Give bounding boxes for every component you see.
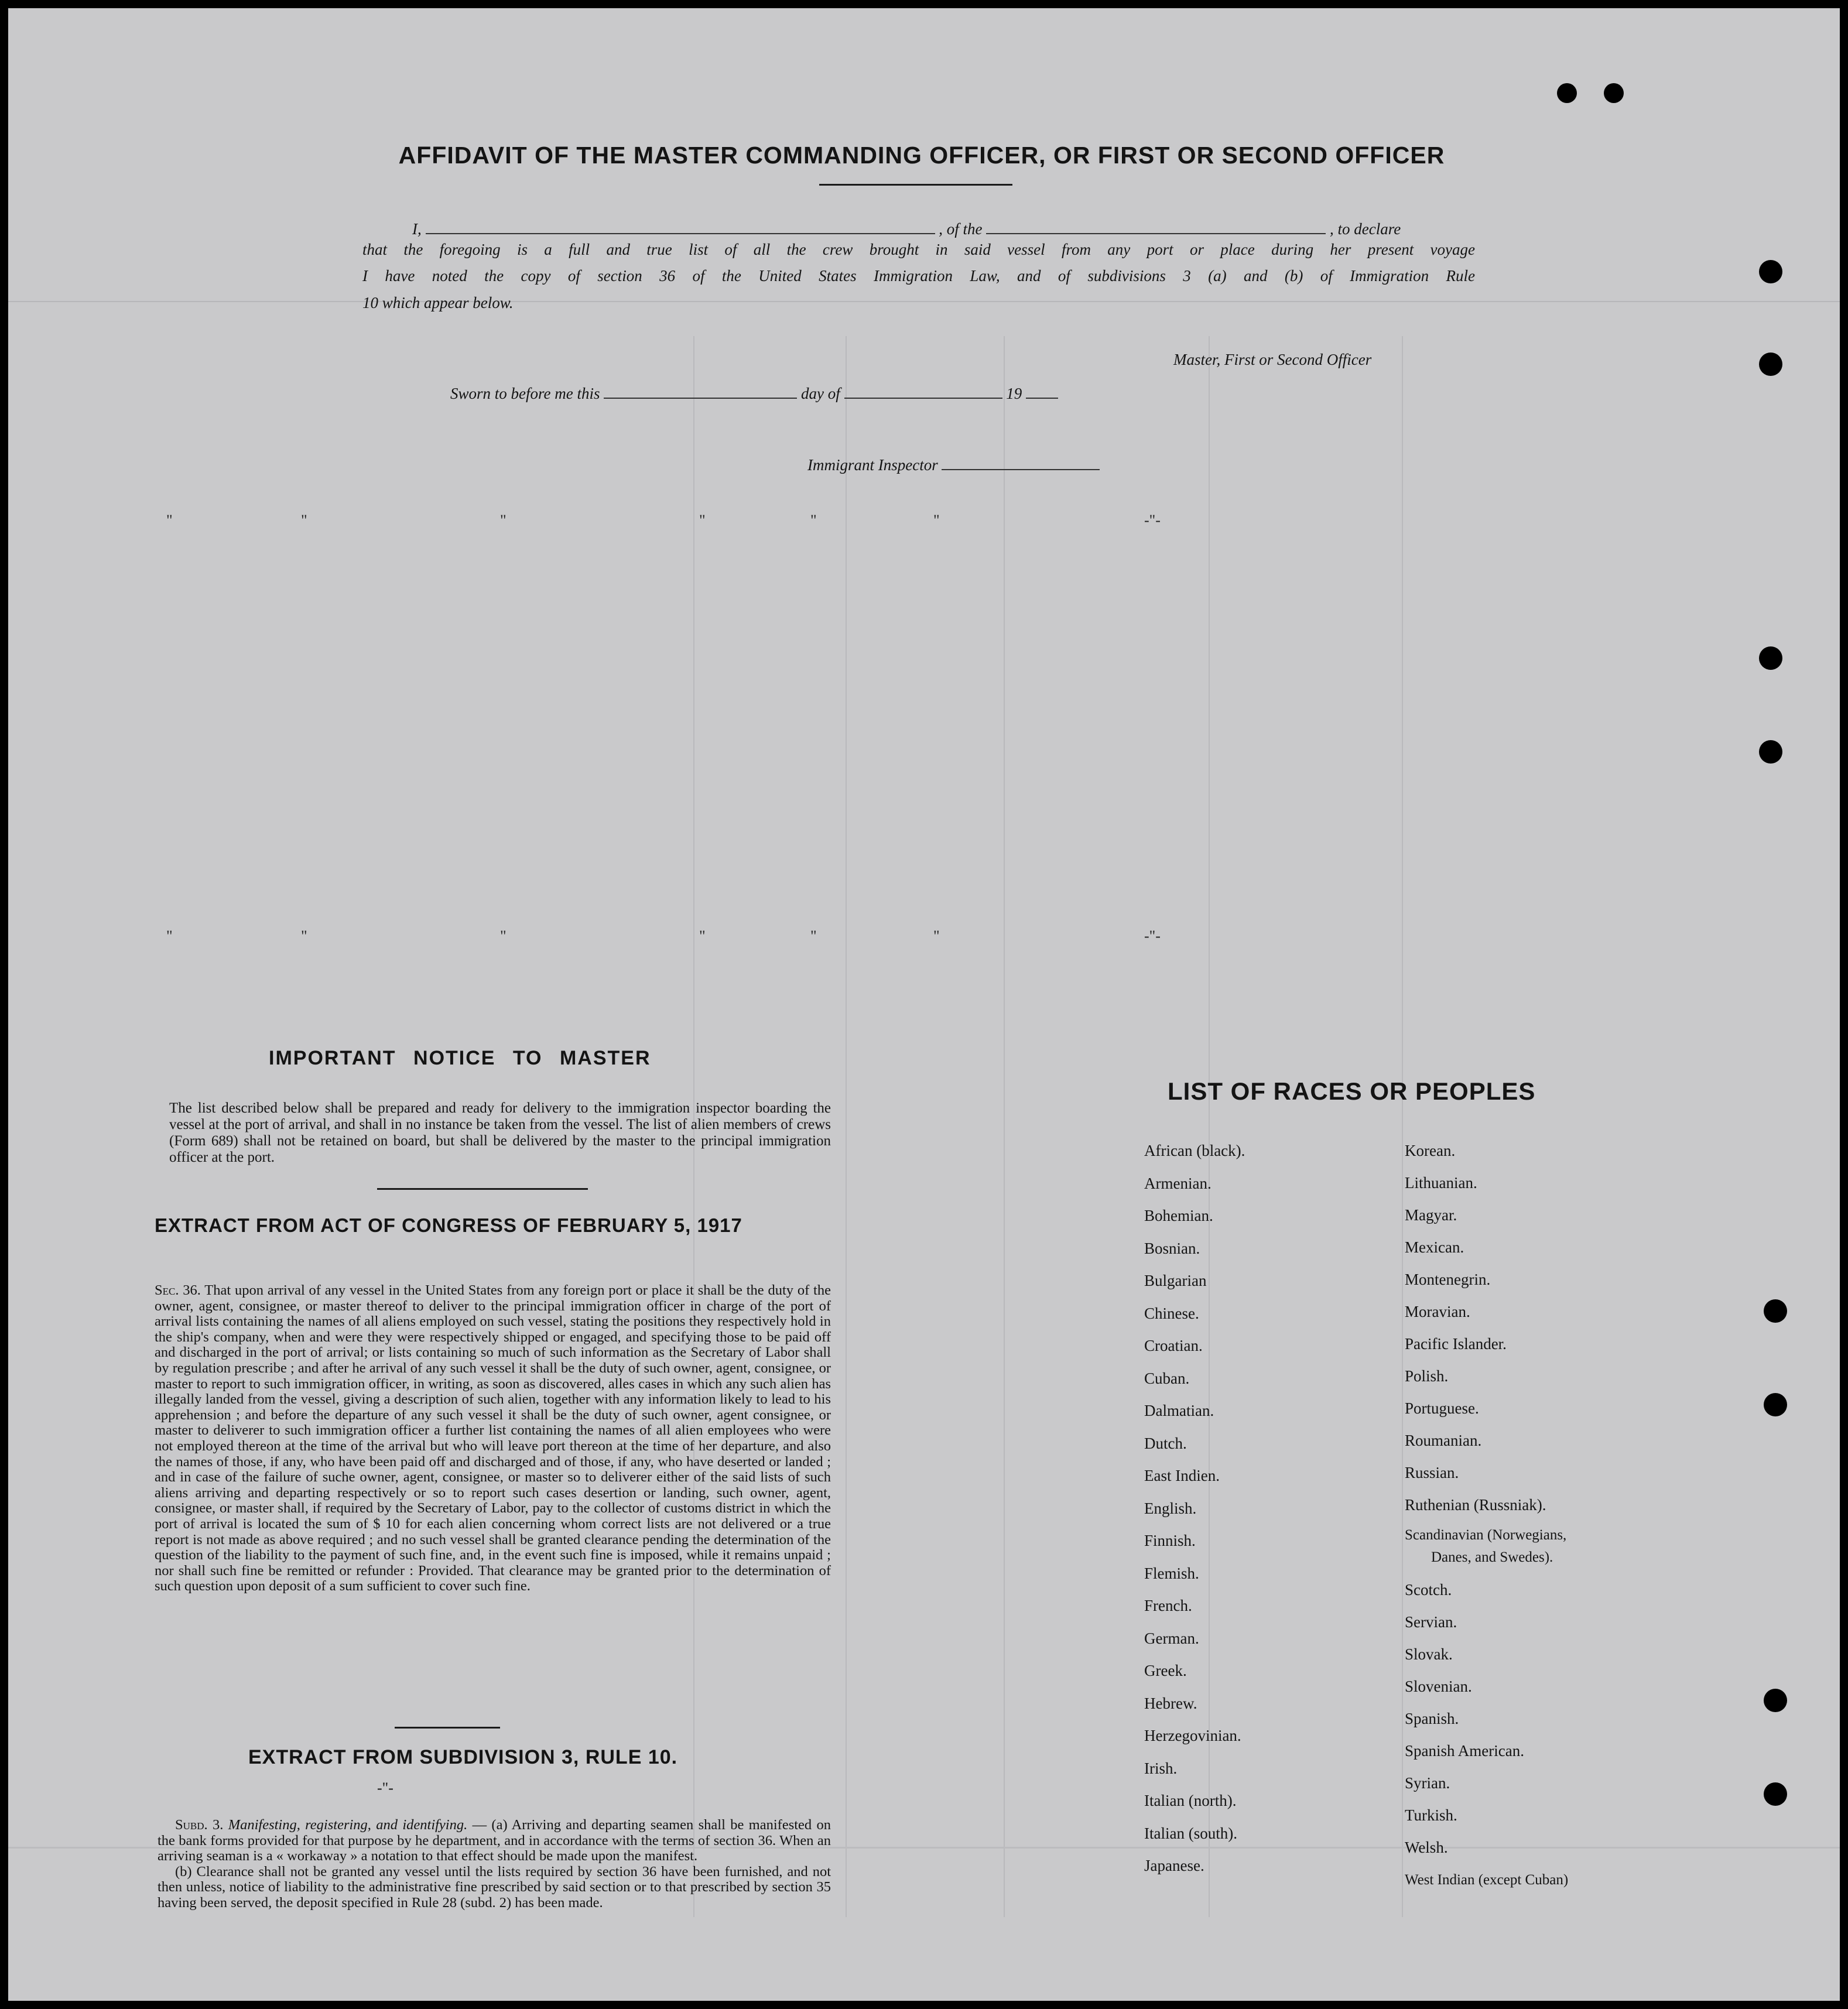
- dash-ditto-mark: -"-: [1144, 512, 1161, 529]
- race-item: Turkish.: [1405, 1806, 1457, 1824]
- year-prefix: 19: [1006, 385, 1022, 402]
- master-signature-label: Master, First or Second Officer: [1173, 351, 1372, 368]
- race-item: Lithuanian.: [1405, 1174, 1477, 1192]
- race-item: East Indien.: [1144, 1467, 1220, 1484]
- race-item: Irish.: [1144, 1759, 1178, 1777]
- race-item: Croatian.: [1144, 1337, 1203, 1354]
- punch-hole: [1764, 1299, 1787, 1323]
- affidavit-title: AFFIDAVIT OF THE MASTER COMMANDING OFFICER, OR FIRST OR SECOND OFFICER: [398, 142, 1445, 169]
- sworn-year-field[interactable]: [1026, 385, 1058, 399]
- affidavit-line-3: I have noted the copy of section 36 of the United States Immigration Law, and of subdivisions 3 (a) and (b) of Immigration Rule: [362, 267, 1475, 285]
- ditto-mark: ": [166, 512, 173, 529]
- bleed-line: [846, 336, 847, 1917]
- punch-hole: [1759, 646, 1782, 670]
- dash-ditto-mark: -"-: [1144, 928, 1161, 944]
- race-item: Dalmatian.: [1144, 1402, 1214, 1419]
- ditto-mark: ": [933, 512, 940, 529]
- race-item: Dutch.: [1144, 1434, 1187, 1452]
- act-text-block: [155, 1283, 831, 1594]
- race-item: Montenegrin.: [1405, 1271, 1491, 1288]
- punch-hole: [1759, 740, 1782, 764]
- ditto-mark: ": [500, 512, 507, 529]
- inspector-label: Immigrant Inspector: [807, 456, 938, 474]
- race-item: African (black).: [1144, 1142, 1245, 1159]
- rule-text-b: (b) Clearance shall not be granted any vessel until the lists required by section 36 have been furnished, and not then unless, notice of liability to the administrative fine prescribed by said section or to that prescribed by section 35 having been served, the deposit specified in Rule 28 (subd. 2) has been made.: [158, 1863, 831, 1911]
- race-item: Japanese.: [1144, 1857, 1204, 1874]
- ditto-mark: ": [933, 928, 940, 944]
- sworn-text: Sworn to before me this: [450, 385, 600, 402]
- bleed-line: [1004, 336, 1005, 1917]
- race-item: Moravian.: [1405, 1303, 1470, 1320]
- act-sec-label: Sec. 36.: [155, 1282, 201, 1298]
- rule-subd-heading: Manifesting, registering, and identifying.: [228, 1817, 468, 1833]
- race-item: French.: [1144, 1597, 1192, 1614]
- race-item: Ruthenian (Russniak).: [1405, 1496, 1546, 1514]
- vessel-name-field[interactable]: [986, 220, 1326, 234]
- race-item: Russian.: [1405, 1464, 1459, 1481]
- punch-hole: [1557, 83, 1577, 103]
- races-column-1: [1144, 1135, 1245, 1883]
- bleed-rule: [8, 301, 1840, 302]
- race-item: Herzegovinian.: [1144, 1727, 1241, 1744]
- notice-text: The list described below shall be prepared and ready for delivery to the immigration inspector boarding the vessel at the port of arrival, and shall in no instance be taken from the vessel. The list of alien members of crews (Form 689) shall not be retained on board, but shall be delivered by the master to the principal immigration officer at the port.: [169, 1100, 831, 1165]
- punch-hole: [1764, 1393, 1787, 1416]
- punch-hole: [1604, 83, 1624, 103]
- sworn-month-field[interactable]: [844, 385, 1002, 399]
- race-item: Finnish.: [1144, 1532, 1196, 1549]
- race-item: Cuban.: [1144, 1369, 1190, 1387]
- race-item: Spanish American.: [1405, 1742, 1524, 1760]
- race-item: Armenian.: [1144, 1174, 1212, 1192]
- ditto-mark: ": [166, 928, 173, 944]
- sworn-day-field[interactable]: [604, 385, 797, 399]
- race-item: Bulgarian: [1144, 1272, 1207, 1289]
- race-item: Syrian.: [1405, 1774, 1450, 1792]
- ditto-mark: ": [810, 928, 817, 944]
- race-item: Slovenian.: [1405, 1678, 1472, 1695]
- punch-hole: [1764, 1689, 1787, 1712]
- affidavit-line-2: that the foregoing is a full and true list of all the crew brought in said vessel from any port or place during her present voyage: [362, 241, 1475, 258]
- notice-title: IMPORTANT NOTICE TO MASTER: [269, 1047, 651, 1069]
- day-of-text: day of: [801, 385, 840, 402]
- race-item: Bosnian.: [1144, 1239, 1200, 1257]
- race-item: Bohemian.: [1144, 1207, 1213, 1224]
- act-text: That upon arrival of any vessel in the United States from any foreign port or place it shall be the duty of the owner, agent, consignee, or master thereof to deliver to the principal immigration officer in charge of the port of arrival lists containing the names of all aliens employed on such vessel, stating the positions they respectively hold in the ship's company, when and were they were respectively shipped or engaged, and specifying those to be paid off and discharged in the port of arrival; or lists containing so much of such information as the Secretary of Labor shall by regulation prescribe ; and after he arrival of any such vessel it shall be the duty of such owner, agent, consignee, or master to report to such immigration officer, in writing, as soon as discovered, alles cases in which any such alien has illegally landed from the vessel, giving a description of such alien, together with any information likely to lead to his apprehension ; and before the departure of any such vessel it shall be the duty of such owner, agent consignee, or master to deliverer to such immigration officer a further list containing the names of all alien employees who were not employed thereon at the time of the arrival but who will leave port thereon at the time of her departure, and also the names of those, if any, who have been paid off and discharged and of those, if any, who have deserted or landed ; and in case of the failure of suche owner, agent, consignee, or master so to deliverer either of the said lists of such aliens arriving and departing respectively or so to report such cases desertion or landing, such owner, agent, consignee, or master shall, if required by the Secretary of Labor, pay to the collector of customs district in which the port of arrival is located the sum of $ 10 for each alien concerning whom correct lists are not delivered or a true report is not made as above required ; and no such vessel shall be granted clearance pending the determination of the question of the liability to the payment of such fine, and, in the event such fine is imposed, while it remains unpaid ; nor shall such fine be remitted or refunder : Provided. That clearance may be granted prior to the determination of such question upon deposit of a sum sufficient to cover such fine.: [155, 1282, 831, 1594]
- race-item: Scotch.: [1405, 1581, 1452, 1599]
- act-divider: [395, 1727, 500, 1729]
- race-item: Roumanian.: [1405, 1432, 1482, 1449]
- race-item: Danes, and Swedes).: [1431, 1549, 1553, 1565]
- affidavit-to-declare: , to declare: [1330, 220, 1401, 238]
- race-item: Pacific Islander.: [1405, 1335, 1507, 1353]
- inspector-signature-field[interactable]: [942, 456, 1100, 470]
- rule-title: EXTRACT FROM SUBDIVISION 3, RULE 10.: [248, 1746, 678, 1768]
- race-item: German.: [1144, 1629, 1199, 1647]
- race-item: Hebrew.: [1144, 1694, 1197, 1712]
- affidavit-line-1: [412, 220, 1484, 238]
- rule-subd-label: Subd. 3.: [175, 1817, 224, 1833]
- race-item: Welsh.: [1405, 1839, 1448, 1856]
- ditto-mark: ": [699, 928, 706, 944]
- punch-hole: [1759, 260, 1782, 283]
- affidavit-of-the: , of the: [939, 220, 983, 238]
- title-underline: [819, 184, 1012, 186]
- ditto-mark: ": [301, 928, 307, 944]
- sworn-line: [450, 385, 1182, 403]
- race-item: Flemish.: [1144, 1564, 1199, 1582]
- race-item: Greek.: [1144, 1662, 1187, 1679]
- rule-text-block: [158, 1818, 831, 1911]
- race-item: Mexican.: [1405, 1238, 1464, 1256]
- inspector-line: [807, 456, 1100, 474]
- race-item: Korean.: [1405, 1142, 1456, 1159]
- affidavit-line-4: 10 which appear below.: [362, 294, 514, 312]
- bleed-line: [1402, 336, 1403, 1917]
- rule-subd-a: [158, 1818, 831, 1864]
- race-item: West Indian (except Cuban): [1405, 1872, 1569, 1888]
- race-item: Magyar.: [1405, 1206, 1457, 1224]
- race-item: Italian (south).: [1144, 1824, 1237, 1842]
- races-title: LIST OF RACES OR PEOPLES: [1168, 1077, 1536, 1105]
- race-item: Chinese.: [1144, 1304, 1199, 1322]
- race-item: Servian.: [1405, 1613, 1457, 1631]
- races-column-2: [1405, 1135, 1568, 1896]
- ditto-mark: ": [301, 512, 307, 529]
- ditto-mark: ": [699, 512, 706, 529]
- punch-hole: [1764, 1782, 1787, 1806]
- race-item: Spanish.: [1405, 1710, 1459, 1727]
- affidavit-i: I,: [412, 220, 422, 238]
- race-item: Italian (north).: [1144, 1792, 1237, 1809]
- race-item: Portuguese.: [1405, 1399, 1479, 1417]
- ditto-mark: ": [500, 928, 507, 944]
- manifest-page: [8, 8, 1840, 2001]
- dash-ditto-mark: -"-: [377, 1779, 393, 1796]
- race-item: Polish.: [1405, 1367, 1449, 1385]
- act-title: EXTRACT FROM ACT OF CONGRESS OF FEBRUARY 5, 1917: [155, 1214, 742, 1236]
- race-item: Slovak.: [1405, 1645, 1453, 1663]
- ditto-mark: ": [810, 512, 817, 529]
- notice-divider: [377, 1188, 588, 1190]
- race-item: Scandinavian (Norwegians,: [1405, 1527, 1567, 1543]
- officer-name-field[interactable]: [426, 220, 935, 234]
- rule-text-a: — (a) Arriving and departing seamen shall be manifested on the bank forms provided for that purpose by he department, and in accordance with the terms of section 36. When an arriving seaman is a « workaway » a notation to that effect should be made upon the manifest.: [158, 1817, 831, 1864]
- race-item: English.: [1144, 1499, 1197, 1517]
- punch-hole: [1759, 352, 1782, 376]
